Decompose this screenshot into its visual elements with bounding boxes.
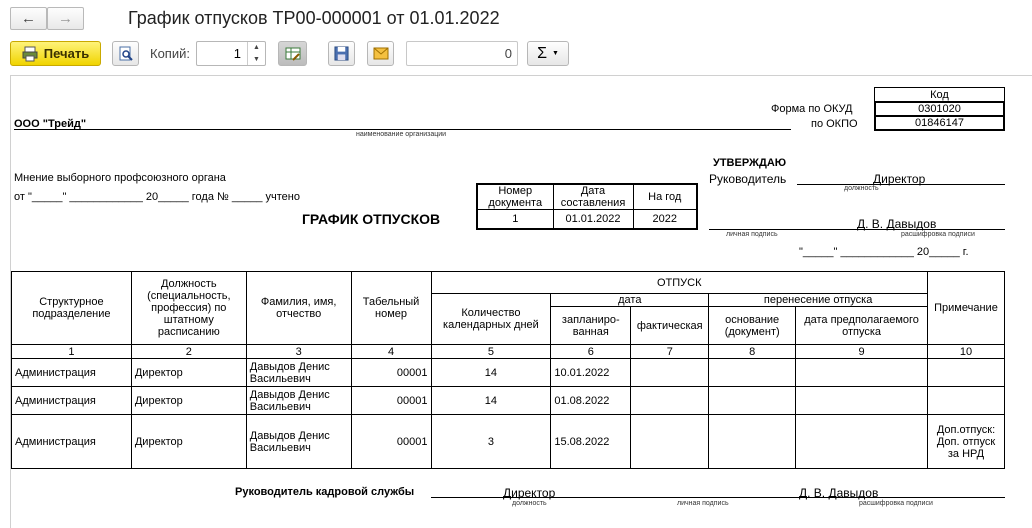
col-number: 5 bbox=[431, 345, 551, 359]
hr-label: Руководитель кадровой службы bbox=[235, 486, 415, 498]
col-number: 10 bbox=[927, 345, 1004, 359]
print-label: Печать bbox=[43, 46, 90, 61]
header-note: Примечание bbox=[927, 272, 1004, 345]
signature-caption: личная подпись bbox=[726, 231, 778, 238]
manager-position: Директор bbox=[873, 172, 926, 186]
cell-position: Директор bbox=[131, 415, 246, 469]
cell-days: 3 bbox=[431, 415, 551, 469]
cell-actual bbox=[631, 359, 709, 387]
header-transfer: перенесение отпуска bbox=[709, 294, 928, 307]
copies-label: Копий: bbox=[150, 46, 190, 61]
arrow-right-icon: → bbox=[58, 10, 73, 27]
sigma-icon: Σ bbox=[537, 44, 547, 62]
hr-signature-line bbox=[431, 497, 1005, 498]
cell-position: Директор bbox=[131, 359, 246, 387]
cell-tab: 00001 bbox=[351, 415, 431, 469]
hr-decode-caption: расшифровка подписи bbox=[859, 500, 933, 507]
cell-note bbox=[927, 387, 1004, 415]
okpo-code: 01846147 bbox=[874, 116, 1005, 131]
print-button[interactable] bbox=[10, 41, 101, 66]
union-opinion: Мнение выборного профсоюзного органа bbox=[14, 172, 226, 184]
hr-position: Директор bbox=[503, 486, 556, 500]
cell-reason bbox=[709, 359, 796, 387]
col-number: 8 bbox=[709, 345, 796, 359]
header-date: дата bbox=[551, 294, 709, 307]
magnifier-icon bbox=[118, 46, 134, 62]
header-vacation: ОТПУСК bbox=[431, 272, 927, 294]
hr-name: Д. В. Давыдов bbox=[799, 486, 879, 500]
cell-department: Администрация bbox=[12, 387, 132, 415]
copies-stepper[interactable] bbox=[247, 42, 265, 65]
cell-actual bbox=[631, 387, 709, 415]
vacation-table bbox=[11, 271, 1005, 469]
doc-year-header: На год bbox=[633, 184, 697, 210]
cell-position: Директор bbox=[131, 387, 246, 415]
cell-expected bbox=[796, 359, 928, 387]
cell-department: Администрация bbox=[12, 415, 132, 469]
cell-expected bbox=[796, 415, 928, 469]
doc-header-table bbox=[476, 183, 698, 230]
cell-planned: 01.08.2022 bbox=[551, 387, 631, 415]
doc-date-header: Дата составления bbox=[553, 184, 633, 210]
approve-date-line: "_____" ____________ 20_____ г. bbox=[799, 246, 969, 258]
edit-table-icon bbox=[285, 46, 301, 62]
doc-number-header: Номер документа bbox=[477, 184, 553, 210]
hr-signature-caption: личная подпись bbox=[677, 500, 729, 507]
cell-planned: 10.01.2022 bbox=[551, 359, 631, 387]
header-tab-number: Табельный номер bbox=[351, 272, 431, 345]
cell-expected bbox=[796, 387, 928, 415]
manager-label: Руководитель bbox=[709, 172, 787, 186]
floppy-disk-icon bbox=[334, 46, 349, 61]
sum-value: 0 bbox=[504, 46, 512, 61]
col-number: 6 bbox=[551, 345, 631, 359]
col-number: 7 bbox=[631, 345, 709, 359]
manager-position-line bbox=[797, 184, 1005, 185]
sum-menu-button[interactable] bbox=[527, 41, 569, 66]
column-numbers-row bbox=[12, 345, 1005, 359]
cell-tab: 00001 bbox=[351, 387, 431, 415]
code-header: Код bbox=[874, 87, 1005, 101]
manager-signature-line bbox=[709, 229, 1005, 230]
hr-position-caption: должность bbox=[512, 500, 547, 507]
cell-fio: Давыдов Денис Васильевич bbox=[246, 359, 351, 387]
edit-mode-button[interactable] bbox=[278, 41, 307, 66]
header-expected-date: дата предполагаемого отпуска bbox=[796, 307, 928, 345]
chevron-up-icon: ▲ bbox=[253, 44, 260, 52]
cell-days: 14 bbox=[431, 387, 551, 415]
col-number: 3 bbox=[246, 345, 351, 359]
doc-number: 1 bbox=[477, 210, 553, 229]
cell-actual bbox=[631, 415, 709, 469]
envelope-icon bbox=[373, 47, 389, 60]
cell-note: Доп.отпуск: Доп. отпуск за НРД bbox=[927, 415, 1004, 469]
cell-reason bbox=[709, 415, 796, 469]
sum-field[interactable] bbox=[406, 41, 518, 66]
org-underline bbox=[14, 129, 791, 130]
cell-fio: Давыдов Денис Васильевич bbox=[246, 415, 351, 469]
printer-icon bbox=[22, 46, 38, 62]
position-caption: должность bbox=[844, 185, 879, 192]
header-reason: основание (документ) bbox=[709, 307, 796, 345]
header-department: Структурное подразделение bbox=[12, 272, 132, 345]
chevron-down-icon: ▼ bbox=[551, 50, 559, 57]
decode-caption: расшифровка подписи bbox=[901, 231, 975, 238]
header-fio: Фамилия, имя, отчество bbox=[246, 272, 351, 345]
cell-reason bbox=[709, 387, 796, 415]
approve-title: УТВЕРЖДАЮ bbox=[713, 157, 787, 169]
header-planned: запланиро-ванная bbox=[551, 307, 631, 345]
save-button[interactable] bbox=[328, 41, 355, 66]
cell-fio: Давыдов Денис Васильевич bbox=[246, 387, 351, 415]
table-row[interactable] bbox=[12, 387, 1005, 415]
cell-department: Администрация bbox=[12, 359, 132, 387]
cell-note bbox=[927, 359, 1004, 387]
copies-value: 1 bbox=[233, 46, 241, 61]
back-button[interactable] bbox=[10, 7, 47, 30]
doc-year: 2022 bbox=[633, 210, 697, 229]
table-row[interactable] bbox=[12, 359, 1005, 387]
header-position: Должность (специальность, профессия) по штатному расписанию bbox=[131, 272, 246, 345]
preview-button[interactable] bbox=[112, 41, 139, 66]
header-days: Количество календарных дней bbox=[431, 294, 551, 345]
chevron-down-icon: ▼ bbox=[253, 55, 260, 63]
union-line: от "_____" ____________ 20_____ года № _____ учтено bbox=[14, 191, 300, 203]
col-number: 1 bbox=[12, 345, 132, 359]
window-title: График отпусков ТР00-000001 от 01.01.2022 bbox=[128, 8, 500, 28]
manager-name: Д. В. Давыдов bbox=[857, 217, 937, 231]
col-number: 2 bbox=[131, 345, 246, 359]
header-actual: фактическая bbox=[631, 307, 709, 345]
col-number: 9 bbox=[796, 345, 928, 359]
okud-label: Форма по ОКУД bbox=[771, 103, 853, 115]
document-title: ГРАФИК ОТПУСКОВ bbox=[302, 211, 441, 227]
okpo-label: по ОКПО bbox=[811, 118, 858, 130]
org-name: ООО "Трейд" bbox=[14, 118, 87, 130]
document-area[interactable] bbox=[10, 75, 1032, 528]
col-number: 4 bbox=[351, 345, 431, 359]
cell-planned: 15.08.2022 bbox=[551, 415, 631, 469]
cell-tab: 00001 bbox=[351, 359, 431, 387]
send-email-button[interactable] bbox=[367, 41, 394, 66]
arrow-left-icon: ← bbox=[21, 10, 36, 27]
forward-button[interactable] bbox=[47, 7, 84, 30]
table-row[interactable] bbox=[12, 415, 1005, 469]
doc-date: 01.01.2022 bbox=[553, 210, 633, 229]
org-caption: наименование организации bbox=[356, 131, 447, 138]
copies-input[interactable] bbox=[196, 41, 266, 66]
cell-days: 14 bbox=[431, 359, 551, 387]
okud-code: 0301020 bbox=[874, 101, 1005, 116]
